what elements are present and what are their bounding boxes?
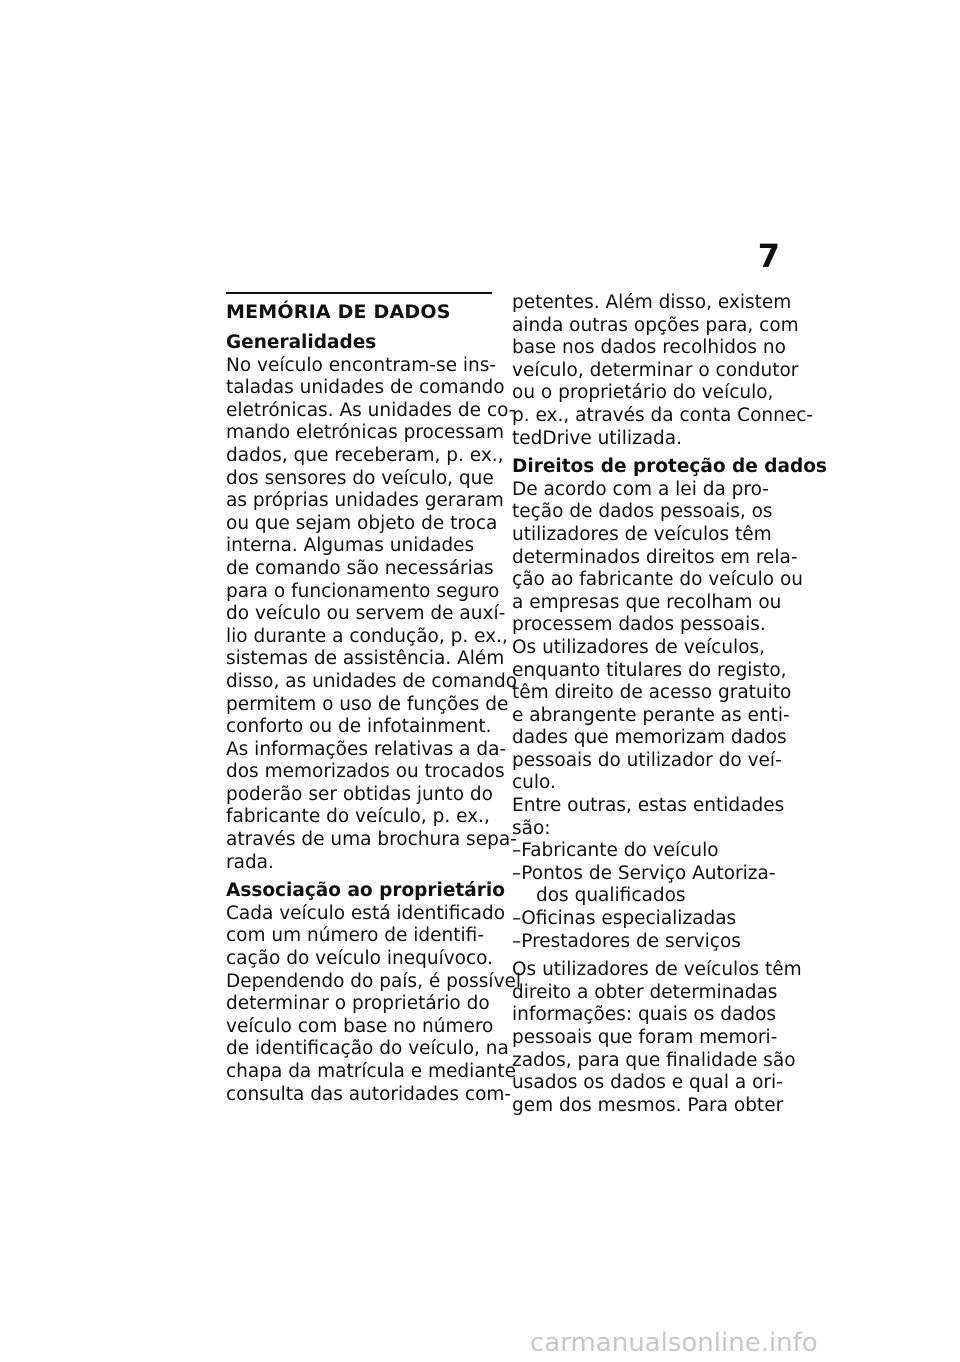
text-line: cação do veículo inequívoco. [226, 948, 494, 970]
text-line: são: [512, 817, 551, 839]
text-line: pessoais que foram memori- [512, 1027, 778, 1048]
text-line: pessoais do utilizador do veí- [512, 749, 782, 771]
text-line: enquanto titulares do registo, [512, 659, 787, 681]
list-item: –Fabricante do veículo [512, 840, 719, 862]
paragraph-direitos [512, 478, 804, 841]
text-line: usados os dados e qual a ori- [512, 1072, 783, 1094]
text-line: lio durante a condução, p. ex., [226, 625, 508, 647]
text-line: dados, que receberam, p. ex., [226, 444, 504, 466]
list-item: –Prestadores de serviços [512, 930, 741, 952]
text-line: Dependendo do país, é possível [226, 970, 522, 992]
subsection-heading-associacao: Associação ao proprietário [226, 880, 505, 902]
section-rule [226, 292, 492, 294]
text-line: veículo com base no número [226, 1015, 494, 1037]
text-line: rada. [226, 851, 274, 873]
text-line: ção ao fabricante do veículo ou [512, 569, 804, 591]
text-line: Entre outras, estas entidades [512, 795, 785, 817]
text-line: No veículo encontram-se ins- [226, 354, 497, 376]
paragraph-continuation [512, 292, 814, 450]
paragraph-associacao [226, 902, 522, 1106]
section-title: MEMÓRIA DE DADOS [226, 301, 451, 323]
text-line: poderão ser obtidas junto do [226, 783, 493, 805]
text-line: têm direito de acesso gratuito [512, 682, 792, 704]
text-line: veículo, determinar o condutor [512, 359, 799, 381]
text-line: do veículo ou servem de auxí- [226, 603, 506, 625]
text-line: as próprias unidades geraram [226, 490, 504, 512]
text-line: determinados direitos em rela- [512, 546, 798, 568]
text-line: disso, as unidades de comando [226, 670, 518, 692]
text-line: utilizadores de veículos têm [512, 523, 772, 545]
right-column [512, 292, 827, 1117]
text-line: consulta das autoridades com- [226, 1083, 512, 1105]
text-line: petentes. Além disso, existem [512, 292, 792, 313]
text-line: Cada veículo está identificado [226, 902, 506, 924]
text-line: ainda outras opções para, com [512, 314, 799, 336]
text-line: conforto ou de infotainment. [226, 716, 492, 738]
list-item: –Oficinas especializadas [512, 908, 737, 930]
text-line: com um número de identifi- [226, 925, 484, 947]
paragraph-final [512, 959, 802, 1117]
text-line: através de uma brochura sepa- [226, 829, 517, 851]
text-line: Os utilizadores de veículos, [512, 636, 766, 658]
text-line: determinar o proprietário do [226, 993, 490, 1015]
text-line: direito a obter determinadas [512, 981, 778, 1003]
list-item-continuation: dos qualificados [536, 885, 686, 907]
text-line: para o funcionamento seguro [226, 580, 500, 602]
subsection-heading-direitos: Direitos de proteção de dados [512, 456, 827, 478]
text-line: zados, para que finalidade são [512, 1049, 796, 1071]
text-line: chapa da matrícula e mediante [226, 1061, 517, 1082]
text-line: ou que sejam objeto de troca [226, 512, 498, 534]
text-line: tedDrive utilizada. [512, 427, 682, 449]
text-line: permitem o uso de funções de [226, 693, 509, 715]
text-line: dades que memorizam dados [512, 727, 787, 749]
left-column [226, 292, 522, 1106]
text-line: base nos dados recolhidos no [512, 337, 786, 359]
text-line: Os utilizadores de veículos têm [512, 959, 802, 981]
subsection-heading-generalidades: Generalidades [226, 332, 377, 353]
paragraph-generalidades [226, 354, 518, 875]
text-line: mando eletrónicas processam [226, 422, 505, 444]
text-line: e abrangente perante as enti- [512, 704, 790, 726]
text-line: teção de dados pessoais, os [512, 501, 773, 523]
text-line: taladas unidades de comando [226, 377, 505, 399]
text-line: dos sensores do veículo, que [226, 467, 494, 489]
text-line: interna. Algumas unidades [226, 535, 475, 557]
text-line: dos memorizados ou trocados [226, 761, 505, 783]
text-line: De acordo com a lei da pro- [512, 478, 769, 500]
text-line: informações: quais os dados [512, 1004, 777, 1026]
text-line: culo. [512, 772, 556, 794]
watermark-text: carmanualsonline.info [530, 1328, 818, 1358]
text-line: eletrónicas. As unidades de co- [226, 399, 516, 421]
entity-list [512, 840, 782, 953]
text-line: de comando são necessárias [226, 557, 494, 579]
text-line: sistemas de assistência. Além [226, 648, 505, 670]
text-line: a empresas que recolham ou [512, 591, 782, 613]
text-line: p. ex., através da conta Connec- [512, 404, 814, 426]
text-line: fabricante do veículo, p. ex., [226, 806, 490, 828]
text-line: ou o proprietário do veículo, [512, 382, 774, 404]
list-item: –Pontos de Serviço Autoriza- [512, 862, 776, 884]
text-line: de identificação do veículo, na [226, 1038, 509, 1060]
text-line: gem dos mesmos. Para obter [512, 1094, 784, 1116]
page-number: 7 [757, 237, 780, 275]
text-line: As informações relativas a da- [226, 738, 507, 760]
text-line: processem dados pessoais. [512, 614, 766, 636]
